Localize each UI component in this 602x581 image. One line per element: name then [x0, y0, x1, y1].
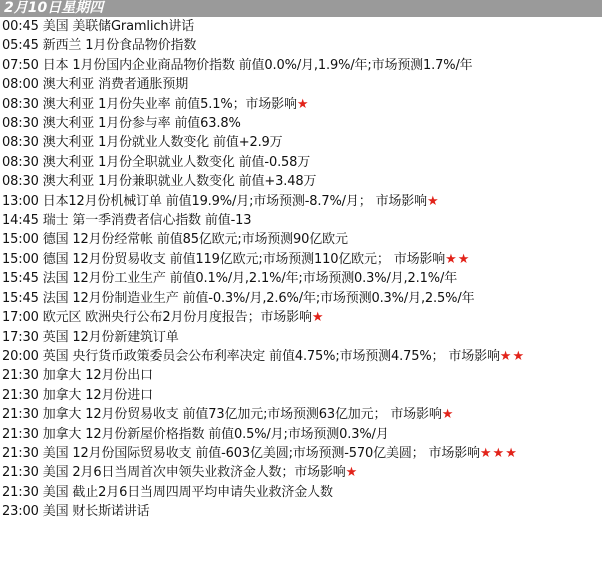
- event-row: [2, 444, 600, 463]
- event-row: [2, 211, 600, 230]
- event-row: [2, 250, 600, 269]
- event-text: 美国 2月6日当周首次申领失业救济金人数；市场影响: [42, 465, 346, 481]
- event-text: 法国 12月份制造业生产 前值-0.3%/月,2.6%/年;市场预测0.3%/月,2.5%/年: [42, 290, 475, 306]
- event-row: [2, 308, 600, 327]
- event-text: 澳大利亚 1月份就业人数变化 前值+2.9万: [42, 135, 283, 151]
- event-row: [2, 17, 600, 36]
- impact-stars-icon: ★: [426, 193, 440, 209]
- impact-stars-icon: ★: [441, 407, 455, 423]
- event-row: [2, 328, 600, 347]
- event-time: 21:30: [2, 445, 39, 461]
- event-text: 美国 美联储Gramlich讲话: [42, 19, 195, 34]
- event-time: 21:30: [2, 368, 39, 384]
- event-text: 英国 央行货币政策委员会公布利率决定 前值4.75%;市场预测4.75%； 市场影响: [42, 348, 500, 364]
- event-row: [2, 172, 600, 191]
- event-time: 21:30: [2, 465, 39, 481]
- event-row: [2, 405, 600, 424]
- event-time: 05:45: [2, 38, 39, 54]
- event-text: 澳大利亚 1月份全职就业人数变化 前值-0.58万: [42, 154, 311, 170]
- event-text: 日本12月份机械订单 前值19.9%/月;市场预测-8.7%/月； 市场影响: [42, 193, 427, 209]
- event-text: 澳大利亚 1月份兼职就业人数变化 前值+3.48万: [42, 174, 317, 190]
- event-time: 15:00: [2, 251, 39, 267]
- event-row: [2, 386, 600, 405]
- event-time: 00:45: [2, 19, 39, 34]
- event-text: 加拿大 12月份进口: [42, 387, 153, 403]
- date-header: 2月10日星期四: [0, 0, 602, 17]
- impact-stars-icon: ★★: [499, 348, 526, 364]
- event-text: 法国 12月份工业生产 前值0.1%/月,2.1%/年;市场预测0.3%/月,2.1%/年: [42, 271, 458, 287]
- event-row: [2, 289, 600, 308]
- event-time: 08:30: [2, 96, 39, 112]
- event-time: 17:00: [2, 310, 39, 326]
- event-time: 08:30: [2, 116, 39, 132]
- event-time: 07:50: [2, 57, 39, 73]
- event-text: 加拿大 12月份贸易收支 前值73亿加元;市场预测63亿加元； 市场影响: [42, 407, 442, 423]
- event-text: 美国 12月份国际贸易收支 前值-603亿美圆;市场预测-570亿美圆； 市场影响: [42, 445, 480, 461]
- event-list: [0, 17, 602, 522]
- impact-stars-icon: ★: [311, 310, 325, 326]
- event-text: 加拿大 12月份新屋价格指数 前值0.5%/月;市场预测0.3%/月: [42, 426, 389, 442]
- event-row: [2, 56, 600, 75]
- event-time: 23:00: [2, 504, 39, 520]
- event-time: 17:30: [2, 329, 39, 345]
- event-text: 英国 12月份新建筑订单: [42, 329, 179, 345]
- event-time: 20:00: [2, 348, 39, 364]
- event-text: 美国 财长斯诺讲话: [42, 504, 150, 520]
- event-text: 美国 截止2月6日当周四周平均申请失业救济金人数: [42, 484, 333, 500]
- event-row: [2, 425, 600, 444]
- event-row: [2, 483, 600, 502]
- event-row: [2, 36, 600, 55]
- event-row: [2, 153, 600, 172]
- event-time: 08:00: [2, 77, 39, 93]
- impact-stars-icon: ★: [345, 465, 359, 481]
- event-text: 澳大利亚 1月份失业率 前值5.1%；市场影响: [42, 96, 297, 112]
- event-row: [2, 114, 600, 133]
- event-time: 13:00: [2, 193, 39, 209]
- impact-stars-icon: ★: [296, 96, 310, 112]
- event-time: 08:30: [2, 174, 39, 190]
- event-text: 加拿大 12月份出口: [42, 368, 153, 384]
- event-row: [2, 192, 600, 211]
- event-text: 新西兰 1月份食品物价指数: [42, 38, 197, 54]
- event-time: 21:30: [2, 407, 39, 423]
- impact-stars-icon: ★★★: [479, 445, 518, 461]
- event-text: 德国 12月份经常帐 前值85亿欧元;市场预测90亿欧元: [42, 232, 348, 248]
- event-time: 21:30: [2, 484, 39, 500]
- event-row: [2, 269, 600, 288]
- event-row: [2, 75, 600, 94]
- event-time: 15:00: [2, 232, 39, 248]
- event-row: [2, 366, 600, 385]
- event-text: 欧元区 欧洲央行公布2月份月度报告；市场影响: [42, 310, 312, 326]
- event-time: 21:30: [2, 426, 39, 442]
- event-time: 15:45: [2, 271, 39, 287]
- event-row: [2, 230, 600, 249]
- event-row: [2, 95, 600, 114]
- event-text: 德国 12月份贸易收支 前值119亿欧元;市场预测110亿欧元； 市场影响: [42, 251, 446, 267]
- event-row: [2, 502, 600, 521]
- event-row: [2, 347, 600, 366]
- event-time: 15:45: [2, 290, 39, 306]
- event-time: 21:30: [2, 387, 39, 403]
- event-text: 澳大利亚 消费者通胀预期: [42, 77, 189, 93]
- event-row: [2, 133, 600, 152]
- event-text: 日本 1月份国内企业商品物价指数 前值0.0%/月,1.9%/年;市场预测1.7%/年: [42, 57, 473, 73]
- event-text: 瑞士 第一季消费者信心指数 前值-13: [42, 213, 252, 229]
- event-time: 14:45: [2, 213, 39, 229]
- event-row: [2, 463, 600, 482]
- event-time: 08:30: [2, 154, 39, 170]
- impact-stars-icon: ★★: [445, 251, 471, 267]
- event-time: 08:30: [2, 135, 39, 151]
- event-text: 澳大利亚 1月份参与率 前值63.8%: [42, 116, 241, 132]
